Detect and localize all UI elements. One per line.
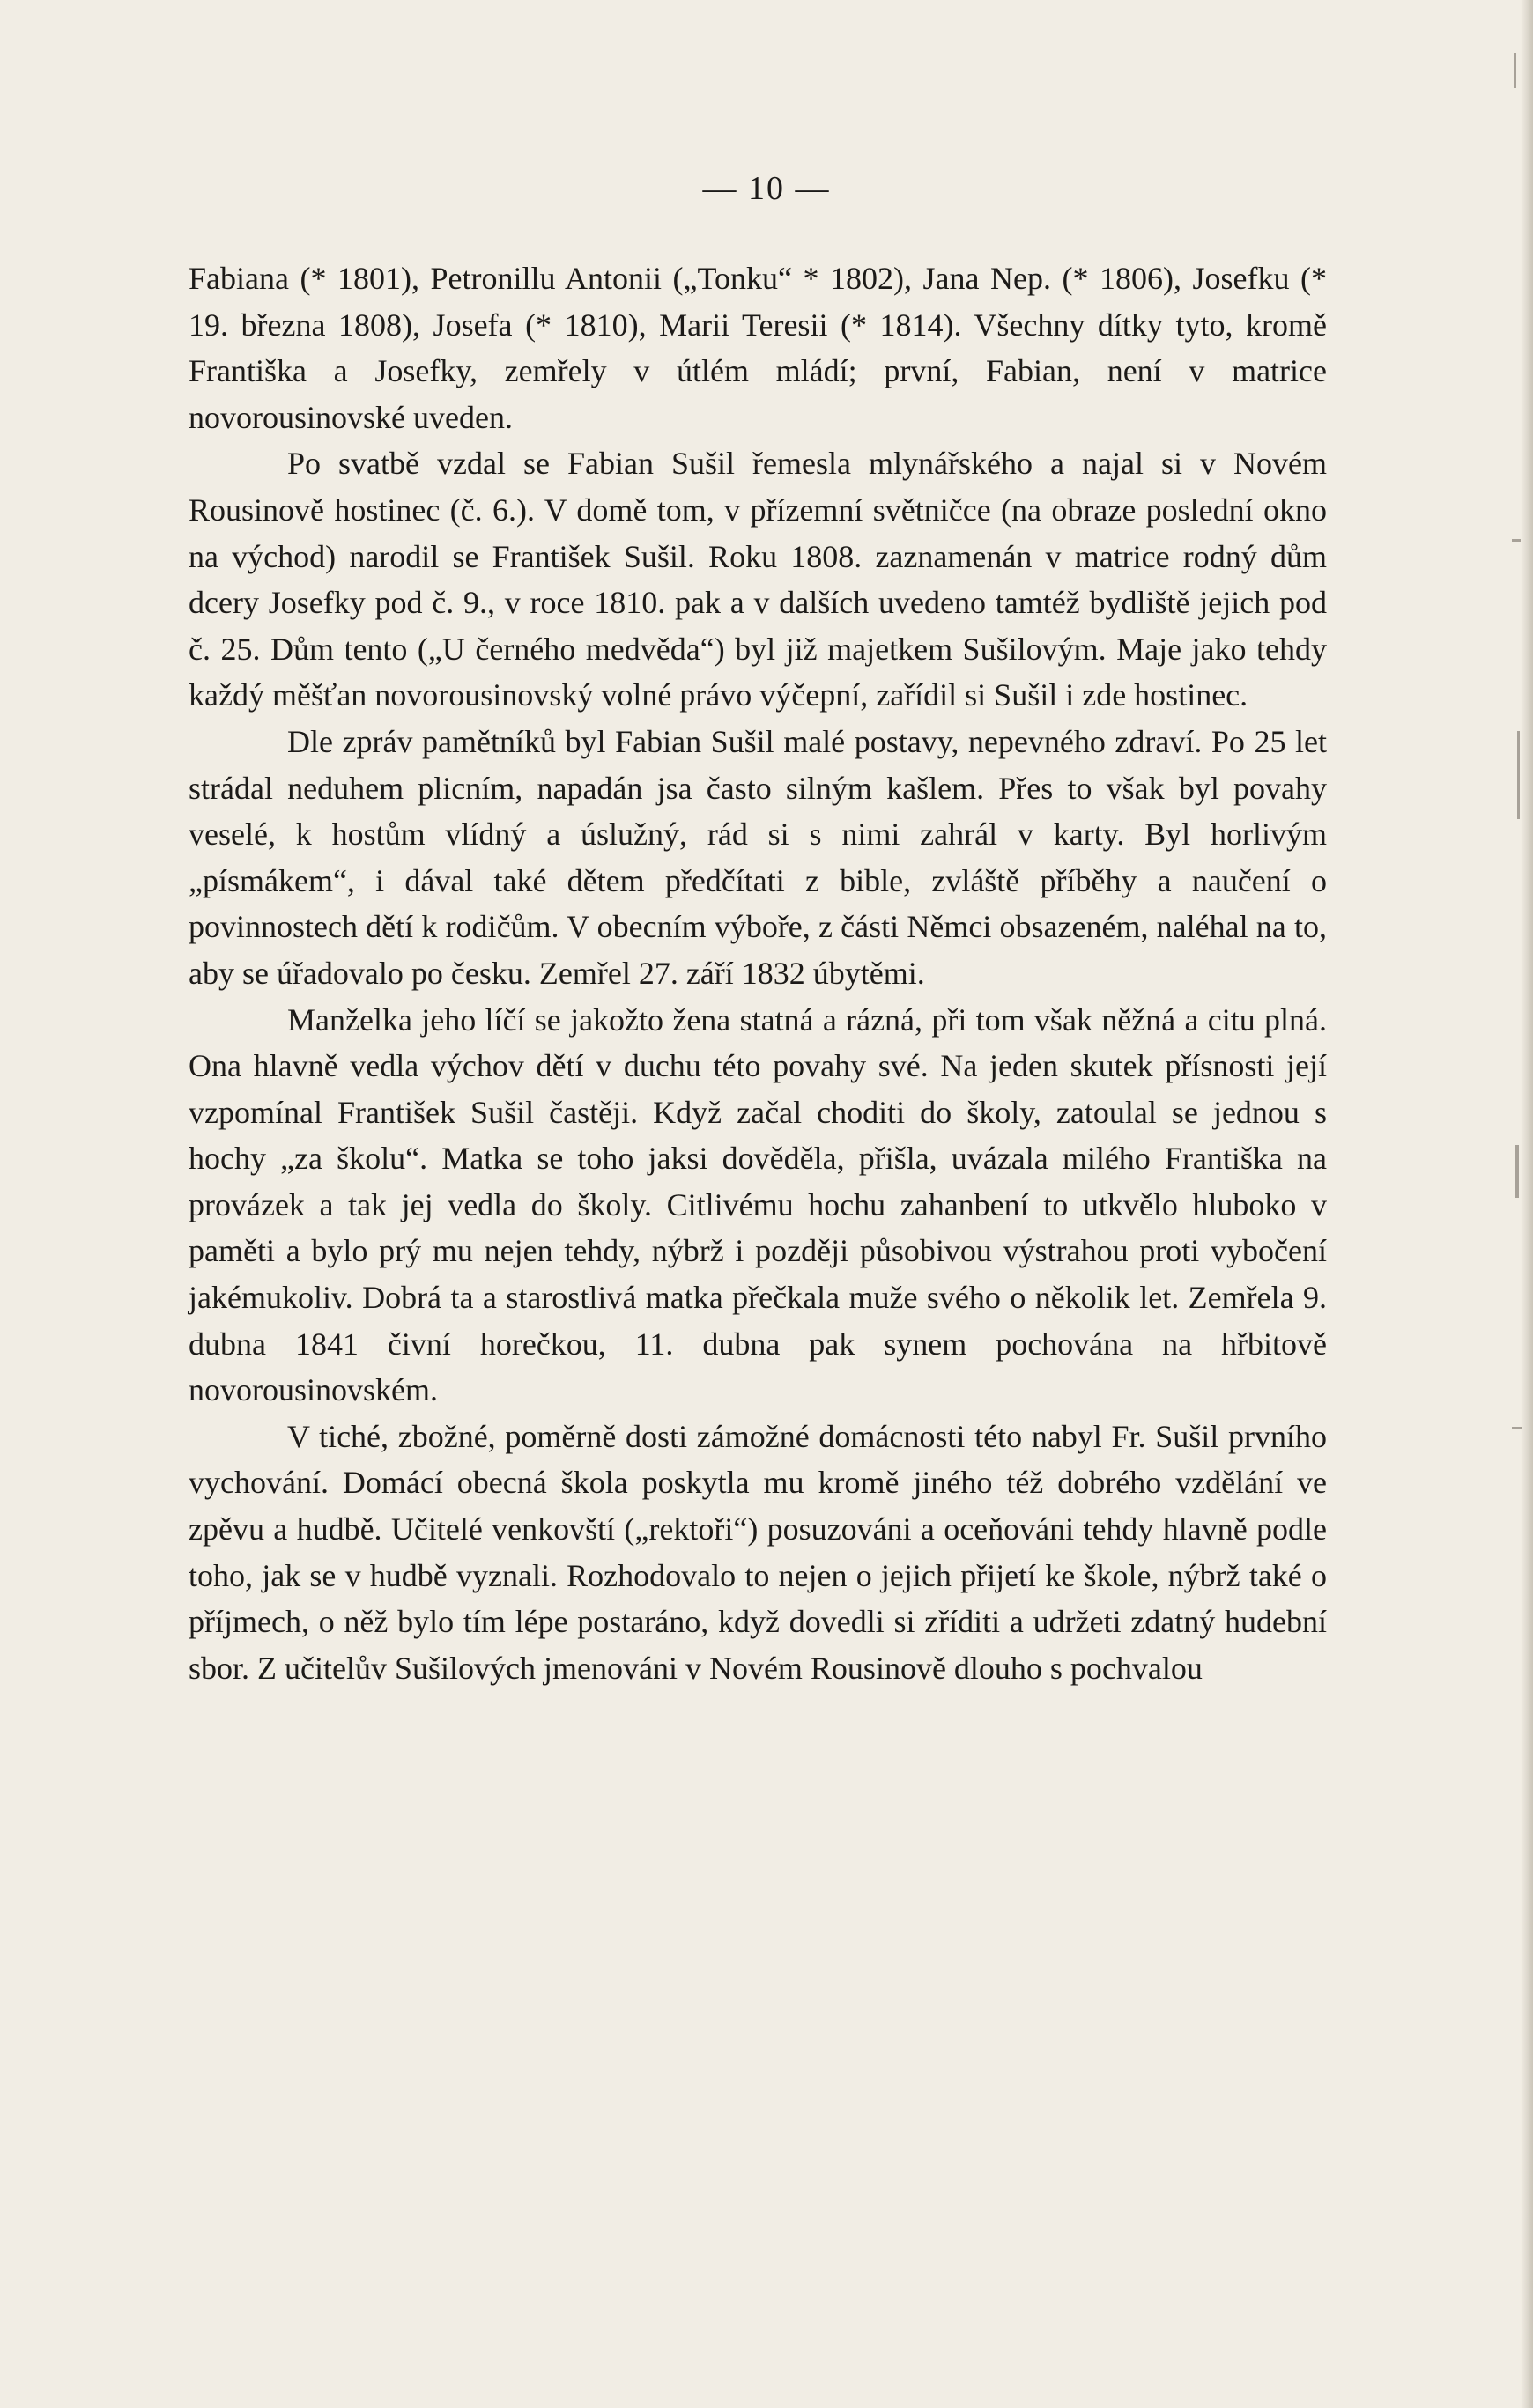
paragraph-4: Manželka jeho líčí se jakožto žena statná a rázná, při tom však něžná a citu plná. Ona hlavně vedla výchov dětí v duchu této povahy své. Na jeden skutek přísnosti její vzpomínal František Sušil častěji. Když začal choditi do školy, zatoulal se jednou s hochy „za školu“. Matka se toho jaksi dověděla, přišla, uvázala milého Františka na provázek a tak jej vedla do školy. Citlivému hochu zahanbení to utkvělo hluboko v paměti a bylo prý mu nejen tehdy, nýbrž i později působivou výstrahou proti vybočení jakémukoliv. Dobrá ta a starostlivá matka přečkala muže svého o několik let. Zemřela 9. dubna 1841 čivní horečkou, 11. dubna pak synem pochována na hřbitově novorousinovském. — [189, 1001, 1327, 1408]
margin-scan-mark — [1517, 731, 1520, 819]
margin-scan-mark — [1512, 539, 1521, 542]
margin-scan-mark — [1514, 53, 1516, 88]
margin-scan-mark — [1512, 1427, 1522, 1429]
margin-scan-mark — [1515, 1145, 1519, 1198]
paragraph-3: Dle zpráv pamětníků byl Fabian Sušil malé postavy, nepevného zdraví. Po 25 let strádal neduhem plicním, napadán jsa často silným kašlem. Přes to však byl povahy veselé, k hostům vlídný a úslužný, rád si s nimi zahrál v karty. Byl horlivým „písmákem“, i dával také dětem předčítati z bible, zvláště příběhy a naučení o povinnostech dětí k rodičům. V obecním výboře, z části Němci obsazeném, naléhal na to, aby se úřadovalo po česku. Zemřel 27. září 1832 úbytěmi. — [189, 723, 1327, 991]
paragraph-5: V tiché, zbožné, poměrně dosti zámožné domácnosti této nabyl Fr. Sušil prvního vychování. Domácí obecná škola poskytla mu kromě jiného též dobrého vzdělání ve zpěvu a hudbě. Učitelé venkovští („rektoři“) posuzováni a oceňováni tehdy hlavně podle toho, jak se v hudbě vyznali. Rozhodovalo to nejen o jejich přijetí ke škole, nýbrž také o příjmech, o něž bylo tím lépe postaráno, když dovedli si zříditi a udržeti zdatný hudební sbor. Z učitelův Sušilových jmenováni v Novém Rousinově dlouho s pochvalou — [189, 1418, 1327, 1686]
paragraph-1: Fabiana (* 1801), Petronillu Antonii („Tonku“ * 1802), Jana Nep. (* 1806), Josefku (* 19. března 1808), Josefa (* 1810), Marii Teresii (* 1814). Všechny dítky tyto, kromě Františka a Josefky, zemřely v útlém mládí; první, Fabian, není v matrice novorousinovské uveden. — [189, 261, 1327, 435]
body-text — [189, 255, 1327, 1691]
page-edge-shadow — [1521, 0, 1533, 2408]
paragraph-2: Po svatbě vzdal se Fabian Sušil řemesla mlynářského a najal si v Novém Rousinově hostinec (č. 6.). V domě tom, v přízemní světničce (na obraze poslední okno na východ) narodil se František Sušil. Roku 1808. zaznamenán v matrice rodný dům dcery Josefky pod č. 9., v roce 1810. pak a v dalších uvedeno tamtéž bydliště jejich pod č. 25. Dům tento („U černého medvěda“) byl již majetkem Sušilovým. Maje jako tehdy každý měšťan novorousinovský volné právo výčepní, zařídil si Sušil i zde hostinec. — [189, 446, 1327, 713]
page-number: — 10 — — [702, 170, 831, 207]
